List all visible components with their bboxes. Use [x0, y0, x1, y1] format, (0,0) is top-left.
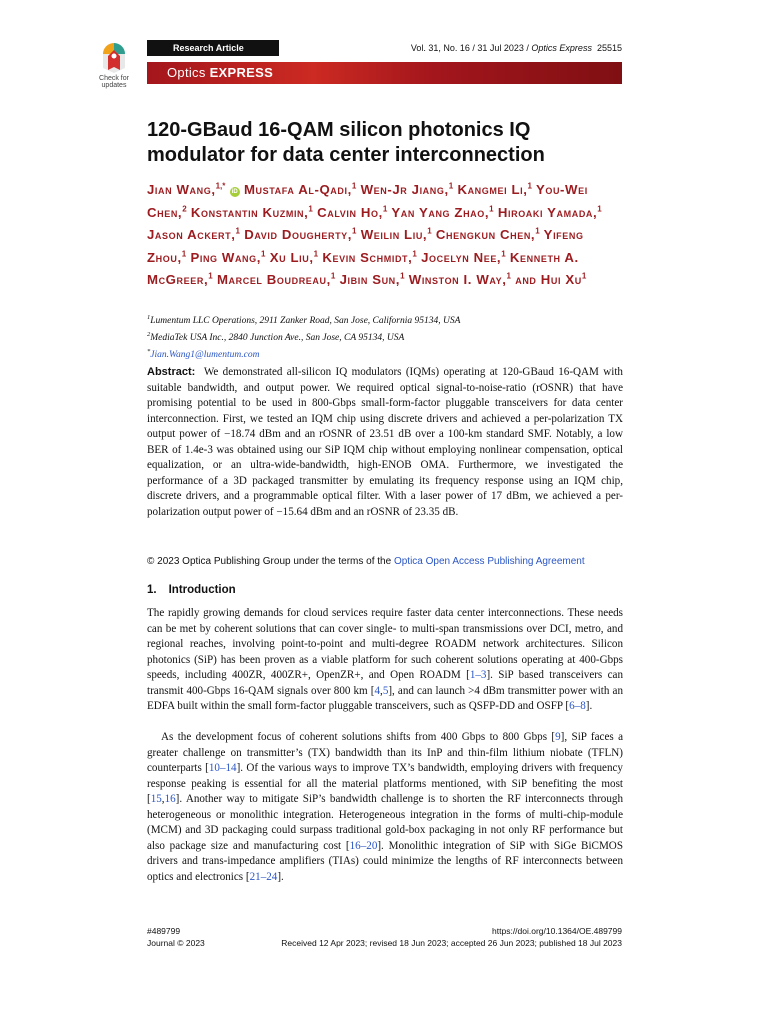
author [191, 205, 313, 220]
author-affiliation-mark: 1 [448, 182, 454, 191]
paragraph-text: , [161, 793, 165, 805]
author [317, 205, 387, 220]
reference-link[interactable]: 4 [374, 684, 381, 697]
affiliation-2: $^2$MediaTek USA Inc., 2840 Junction Ave., San Jose, CA 95134, USA [147, 331, 405, 344]
paragraph-text: ]. Another way to mitigate SiP’s bandwidth challenge is to shorten the RF interconnects through heterogeneous or monolithic integration. Heterogeneous integration in the forms of multi-chip-module (MCM) and 3D packaging could surpass traditional gold-box packaging in not only RF performance but also package size and manufacturing cost [ [147, 793, 623, 852]
author [270, 250, 318, 265]
author-name: You-Wei Chen, [147, 182, 588, 220]
author-affiliation-mark: 1 [261, 249, 266, 259]
reference-link[interactable]: 16 [164, 793, 176, 805]
doi-link[interactable]: https://doi.org/10.1364/OE.489799 [492, 926, 622, 936]
author-name: Kangmei Li, [457, 182, 528, 198]
author [322, 250, 417, 265]
author-affiliation-mark: 1 [535, 226, 540, 236]
paragraph-text: ]. Of the various ways to improve TX’s bandwidth, employing drivers with frequency response peaking is essential for all the material platforms mentioned, with SiP benefiting the most [ [147, 762, 623, 805]
header-bar [147, 40, 622, 56]
paragraph-text: ]. Monolithic integration of SiP with SiGe BiCMOS drivers and trans-impedance amplifiers (TIAs) could minimize the lengths of RF interconnects between optics and electronics [ [147, 839, 623, 883]
author-name: Yan Yang Zhao, [391, 204, 490, 220]
author [421, 250, 506, 265]
paragraph-text: ]. [585, 700, 593, 712]
journal-name-optics: Optics [167, 65, 206, 80]
paragraph-text: As the development focus of coherent solutions shifts from 400 Gbps to 800 Gbps [ [161, 731, 556, 743]
footer-left [147, 925, 205, 949]
author-name: Wen-Jr Jiang, [360, 182, 449, 198]
reference-link[interactable]: 5 [382, 684, 389, 697]
author-name: Hiroaki Yamada, [497, 204, 598, 220]
author-name: David Dougherty, [244, 227, 353, 243]
author [190, 250, 265, 265]
journal-banner [147, 62, 622, 84]
author-name: Jocelyn Nee, [421, 249, 502, 265]
author-affiliation-mark: 1 [351, 182, 357, 191]
author-name: Jibin Sun, [339, 271, 401, 287]
reference-link[interactable]: 16–20 [349, 839, 378, 852]
check-for-updates-badge[interactable] [88, 40, 140, 96]
author-name: Yifeng Zhou, [147, 227, 584, 265]
author [244, 227, 356, 242]
author-affiliation-mark: 1 [308, 204, 313, 214]
paragraph-text: ]. [277, 870, 284, 883]
author [391, 205, 493, 220]
author [244, 182, 356, 197]
author-affiliation-mark: 1 [400, 271, 405, 281]
author [361, 182, 454, 197]
article-id: #489799 [147, 926, 181, 936]
article-type-label: Research Article [147, 40, 279, 56]
author-name: Marcel Boudreau, [216, 271, 331, 287]
reference-link[interactable]: 1–3 [469, 669, 487, 681]
author-name: Winston I. Way, [408, 271, 507, 287]
author-affiliation-mark: 1 [427, 226, 432, 236]
author-name: Konstantin Kuzmin, [190, 204, 309, 220]
reference-link[interactable]: 6–8 [569, 700, 586, 712]
check-for-updates-icon [100, 40, 128, 74]
paragraph-text: The rapidly growing demands for cloud services require faster data center interconnections. These needs can be met by coherent solutions that can cover single- to multi-span transmissions over DCI, metro, and regional reaches, involving point-to-point and multi-degree ROADM network architectures. Silicon photonics (SiP) has been proven as a viable platform for such coherent solutions operating at 400-Gbps speeds, including 400ZR, 400ZR+, OpenZR+, and Open ROADM [ [147, 607, 623, 681]
citation-prefix: Vol. 31, No. 16 / 31 Jul 2023 / [410, 43, 532, 53]
author-list [147, 177, 625, 289]
author-affiliation-mark: 1 [506, 271, 511, 281]
author-name: Xu Liu, [269, 249, 314, 265]
abstract-label: Abstract: [147, 366, 196, 378]
email-link[interactable]: Jian.Wang1@lumentum.com [150, 350, 260, 361]
paragraph-text: ]. SiP based transceivers can transmit 400-Gbps 16-QAM signals over 800 km [ [147, 669, 624, 697]
citation-line [411, 40, 622, 56]
author-name: Chengkun Chen, [435, 227, 536, 243]
author-affiliation-mark: 1 [501, 249, 506, 259]
author-affiliation-mark: 1 [313, 249, 319, 259]
author [361, 227, 432, 242]
check-for-updates-label: Check for updates [99, 75, 129, 89]
paragraph-text: ], and can launch >4 dBm transmitter power with an EDFA built within the small form-factor pluggable transceivers, such as QSFP-DD and OSFP [ [147, 684, 623, 712]
affiliation-1: $^1$Lumentum LLC Operations, 2911 Zanker Road, San Jose, California 95134, USA [147, 314, 461, 327]
reference-link[interactable]: 15 [150, 793, 162, 805]
intro-paragraph-2 [147, 730, 623, 885]
author [409, 272, 511, 287]
author-affiliation-mark: 1 [181, 249, 187, 259]
paragraph-text: ], SiP faces a greater challenge on transmitter’s (TX) bandwidth than its InP and thin-film lithium niobate (TFLN) counterparts [ [147, 731, 624, 774]
orcid-icon[interactable]: iD [231, 189, 238, 196]
author-affiliation-mark: 1 [412, 249, 417, 259]
reference-link[interactable]: 21–24 [249, 870, 278, 883]
author-name: Jian Wang, [147, 182, 216, 198]
author-name: Mustafa Al-Qadi, [243, 182, 352, 198]
author-name: Weilin Liu, [360, 227, 428, 243]
author-affiliation-mark: 1 [489, 204, 494, 214]
paragraph-text: , [380, 684, 383, 697]
reference-link[interactable]: 9 [555, 731, 561, 743]
author-affiliation-mark: 1 [597, 204, 602, 214]
abstract [147, 365, 623, 520]
author-affiliation-mark: 1 [352, 226, 357, 236]
article-history: Received 12 Apr 2023; revised 18 Jun 2023; accepted 26 Jun 2023; published 18 Jul 2023 [281, 938, 622, 948]
intro-paragraph-1 [147, 606, 623, 715]
journal-copyright: Journal © 2023 [147, 938, 205, 948]
author-name: Jason Ackert, [147, 227, 236, 243]
author-name: Kevin Schmidt, [322, 249, 413, 265]
license-link[interactable]: Optica Open Access Publishing Agreement [393, 556, 585, 567]
citation-journal: Optics Express [531, 43, 592, 53]
section-heading [147, 584, 236, 596]
author-affiliation-mark: 1 [382, 204, 388, 214]
author [147, 182, 240, 197]
author [147, 227, 240, 242]
journal-logo [167, 64, 273, 82]
author-affiliation-mark: 1 [581, 271, 587, 281]
author-name: Calvin Ho, [317, 204, 383, 220]
author-affiliation-mark: 1 [330, 271, 336, 281]
section-title: Introduction [168, 584, 236, 596]
author [515, 272, 586, 287]
author-affiliation-mark: 1 [235, 226, 240, 236]
abstract-text: We demonstrated all-silicon IQ modulators (IQMs) operating at 120-GBaud 16-QAM with suitable bandwidth, and output power. We required optical signal-to-noise-ratio (rOSNR) that have promising potential to be used in 800-Gbps small-form-factor pluggable transceivers for data center interconnection. First, we tested an IQM chip using discrete drivers and achieved a per-polarization TX output power of −18.74 dBm and an rOSNR of 23.51 dB over a 100-km standard SMF. Notably, a low BER of 1.4e-3 was obtained using our SiP IQM chip without employing nonlinear compensation, optical equalization, or an ultra-wide-bandwidth, high-ENOB OMA. Furthermore, we investigated the performance of a 3D packaged transmitter by emulating its frequency response using an IQM chip, discrete drivers, and a programmable optical filter. With a laser power of 17 dBm, we achieved a per-polarization output power of −15.64 dBm and an rOSNR of 23.35 dB. [147, 366, 623, 518]
author [340, 272, 405, 287]
author-name: Ping Wang, [190, 249, 262, 265]
corresponding-email: *Jian.Wang1@lumentum.com [147, 348, 260, 361]
affiliations [147, 311, 627, 362]
author [498, 205, 602, 220]
citation-page: 25515 [596, 43, 622, 53]
author-affiliation-mark: 1 [527, 182, 532, 191]
author [217, 272, 335, 287]
section-number: 1. [147, 584, 157, 596]
author-affiliation-mark: 1,* [215, 182, 226, 191]
author-affiliation-mark: 2 [182, 204, 187, 214]
reference-link[interactable]: 10–14 [208, 762, 237, 774]
author-name: Kenneth A. McGreer, [147, 249, 579, 287]
author-name: and Hui Xu [515, 271, 582, 287]
paper-title: 120-GBaud 16-QAM silicon photonics IQ modulator for data center interconnection [147, 119, 545, 166]
author-affiliation-mark: 1 [208, 271, 213, 281]
author [457, 182, 531, 197]
footer-right [281, 925, 622, 949]
journal-name-express: EXPRESS [209, 65, 274, 80]
license-text: © 2023 Optica Publishing Group under the terms of the [147, 556, 394, 567]
license-line [147, 555, 623, 568]
author [436, 227, 540, 242]
